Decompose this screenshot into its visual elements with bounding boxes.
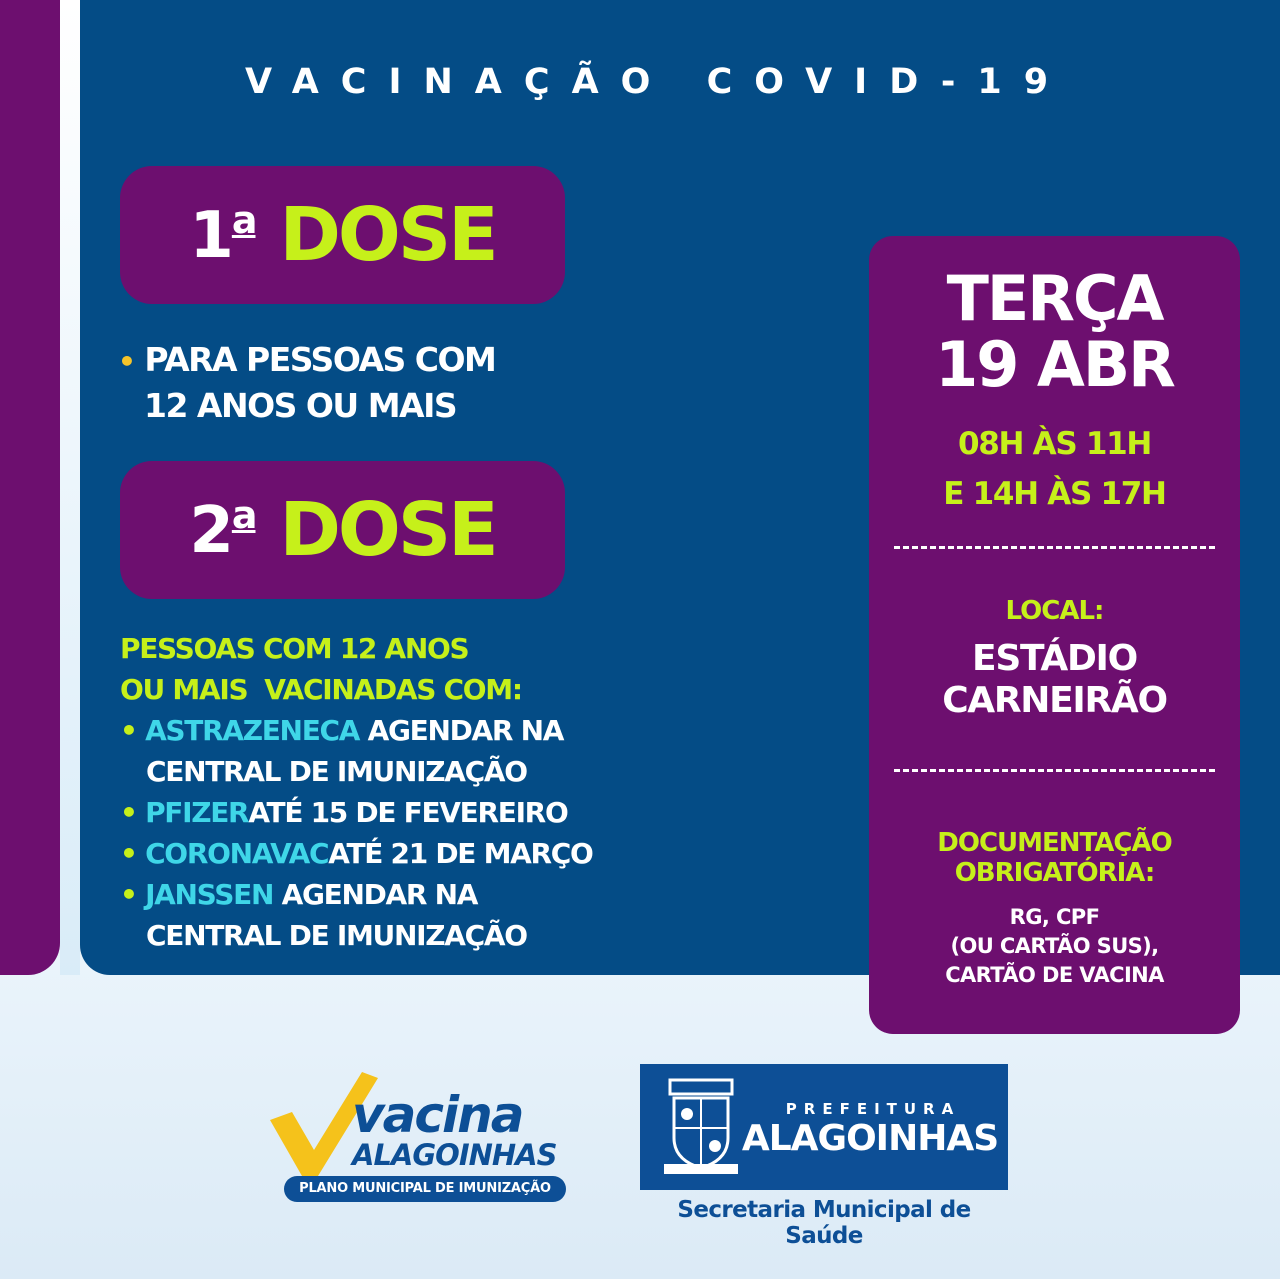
bullet-icon: • (120, 837, 137, 870)
list-item-coronavac: • CORONAVACATÉ 21 DE MARÇO (120, 837, 593, 870)
bullet-icon: • (120, 714, 137, 747)
documentation-label: DOCUMENTAÇÃO OBRIGATÓRIA: (937, 828, 1172, 888)
left-purple-strip (0, 0, 60, 975)
prefeitura-logo: PREFEITURA ALAGOINHAS (640, 1064, 1008, 1190)
second-dose-intro-line-1: PESSOAS COM 12 ANOS (120, 632, 469, 665)
bullet-icon: • (120, 796, 137, 829)
schedule-day: TERÇA 19 ABR (935, 262, 1174, 401)
second-dose-ordinal: 2$^a$ (189, 492, 256, 568)
documentation-list: RG, CPF (OU CARTÃO SUS), CARTÃO DE VACINA (945, 905, 1164, 987)
first-dose-ordinal: 1$^a$ (189, 197, 256, 273)
list-item-janssen: • JANSSEN AGENDAR NA (120, 878, 478, 911)
bullet-icon: • (118, 345, 135, 378)
schedule-card (869, 236, 1240, 1034)
first-dose-word: DOSE (279, 192, 496, 278)
schedule-times: 08H ÀS 11H E 14H ÀS 17H (943, 426, 1166, 512)
local-label: LOCAL: (1005, 596, 1104, 626)
plan-label: PLANO MUNICIPAL DE IMUNIZAÇÃO (284, 1176, 566, 1202)
white-divider (60, 0, 80, 975)
second-dose-info: PESSOAS COM 12 ANOS OU MAIS VACINADAS COM: • ASTRAZENECA AGENDAR NA CENTRAL DE IMUNIZAÇÃO • PFIZERATÉ 15 DE FEVEREIRO • CORONAVACATÉ 21 DE MARÇO • JANSSEN AGENDAR NA CENTRAL DE IMUNIZAÇÃO (120, 628, 680, 956)
city-crest-icon (662, 1076, 740, 1176)
bullet-icon: • (120, 878, 137, 911)
second-dose-banner (120, 461, 565, 599)
dashed-divider (894, 769, 1215, 772)
list-item-pfizer: • PFIZERATÉ 15 DE FEVEREIRO (120, 796, 568, 829)
local-value: ESTÁDIO CARNEIRÃO (942, 638, 1167, 721)
dashed-divider (894, 546, 1215, 549)
second-dose-intro-line-2: OU MAIS VACINADAS COM: (120, 673, 522, 706)
header-title: VACINAÇÃO COVID-19 (245, 62, 1071, 102)
second-dose-word: DOSE (279, 487, 496, 573)
secretaria-label: Secretaria Municipal de Saúde (677, 1197, 971, 1249)
first-dose-info: • PARA PESSOAS COM 12 ANOS OU MAIS (118, 340, 496, 425)
list-item-astrazeneca: • ASTRAZENECA AGENDAR NA (120, 714, 564, 747)
vacina-alagoinhas-logo: vacina ALAGOINHAS PLANO MUNICIPAL DE IMUNIZAÇÃO (262, 1068, 572, 1208)
first-dose-banner (120, 166, 565, 304)
